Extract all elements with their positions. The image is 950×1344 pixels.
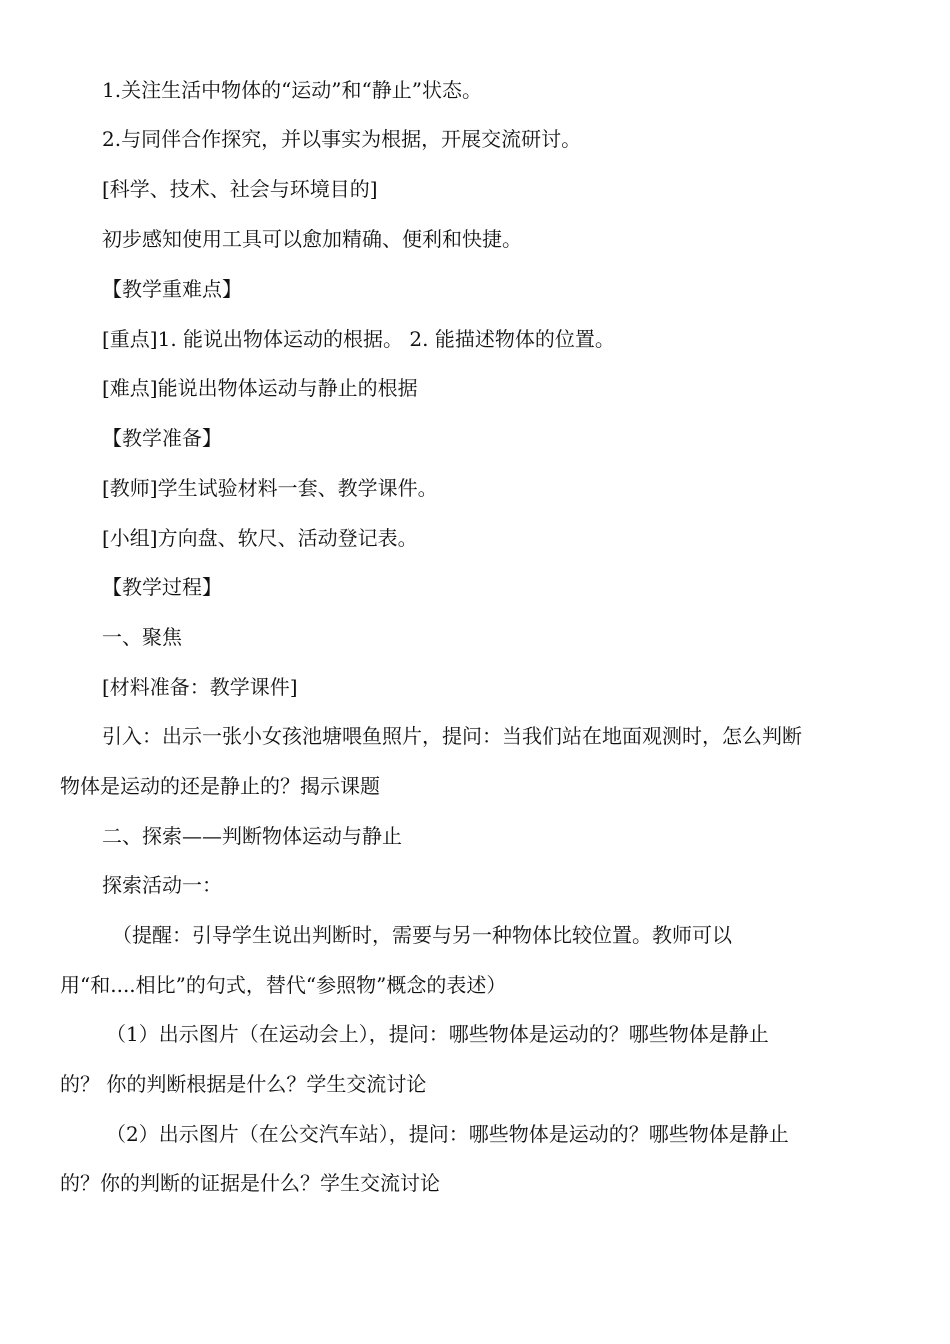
question-1-line-2: 的？ 你的判断根据是什么？学生交流讨论 <box>60 1072 427 1096</box>
section-heading-preparation: 【教学准备】 <box>102 426 222 450</box>
activity-heading: 探索活动一： <box>102 873 222 897</box>
reminder-line-2: 用“和....相比”的句式，替代“参照物”概念的表述） <box>60 973 507 997</box>
section-heading-key-points: 【教学重难点】 <box>102 277 242 301</box>
goal-line-2: 2.与同伴合作探究，并以事实为根据，开展交流研讨。 <box>102 127 582 151</box>
step-heading-explore: 二、探索——判断物体运动与静止 <box>102 824 402 848</box>
goal-line-1: 1.关注生活中物体的“运动”和“静止”状态。 <box>102 78 482 102</box>
intro-line-1: 引入：出示一张小女孩池塘喂鱼照片，提问：当我们站在地面观测时，怎么判断 <box>102 724 802 748</box>
teacher-preparation-line: [教师]学生试验材料一套、教学课件。 <box>102 476 438 500</box>
sts-goal-text: 初步感知使用工具可以愈加精确、便利和快捷。 <box>102 227 522 251</box>
sts-goal-heading: [科学、技术、社会与环境目的] <box>102 177 378 201</box>
reminder-line-1: （提醒：引导学生说出判断时，需要与另一种物体比较位置。教师可以 <box>112 923 732 947</box>
group-preparation-line: [小组]方向盘、软尺、活动登记表。 <box>102 526 418 550</box>
section-heading-process: 【教学过程】 <box>102 575 222 599</box>
intro-line-2: 物体是运动的还是静止的？揭示课题 <box>60 774 380 798</box>
question-2-line-1: （2）出示图片（在公交汽车站），提问：哪些物体是运动的？哪些物体是静止 <box>106 1122 789 1146</box>
materials-line: [材料准备：教学课件] <box>102 675 298 699</box>
difficult-points-line: [难点]能说出物体运动与静止的根据 <box>102 376 418 400</box>
question-2-line-2: 的？你的判断的证据是什么？学生交流讨论 <box>60 1171 440 1195</box>
question-1-line-1: （1）出示图片（在运动会上），提问：哪些物体是运动的？哪些物体是静止 <box>106 1022 769 1046</box>
step-heading-focus: 一、聚焦 <box>102 625 182 649</box>
key-points-line: [重点]1. 能说出物体运动的根据。 2. 能描述物体的位置。 <box>102 327 615 351</box>
